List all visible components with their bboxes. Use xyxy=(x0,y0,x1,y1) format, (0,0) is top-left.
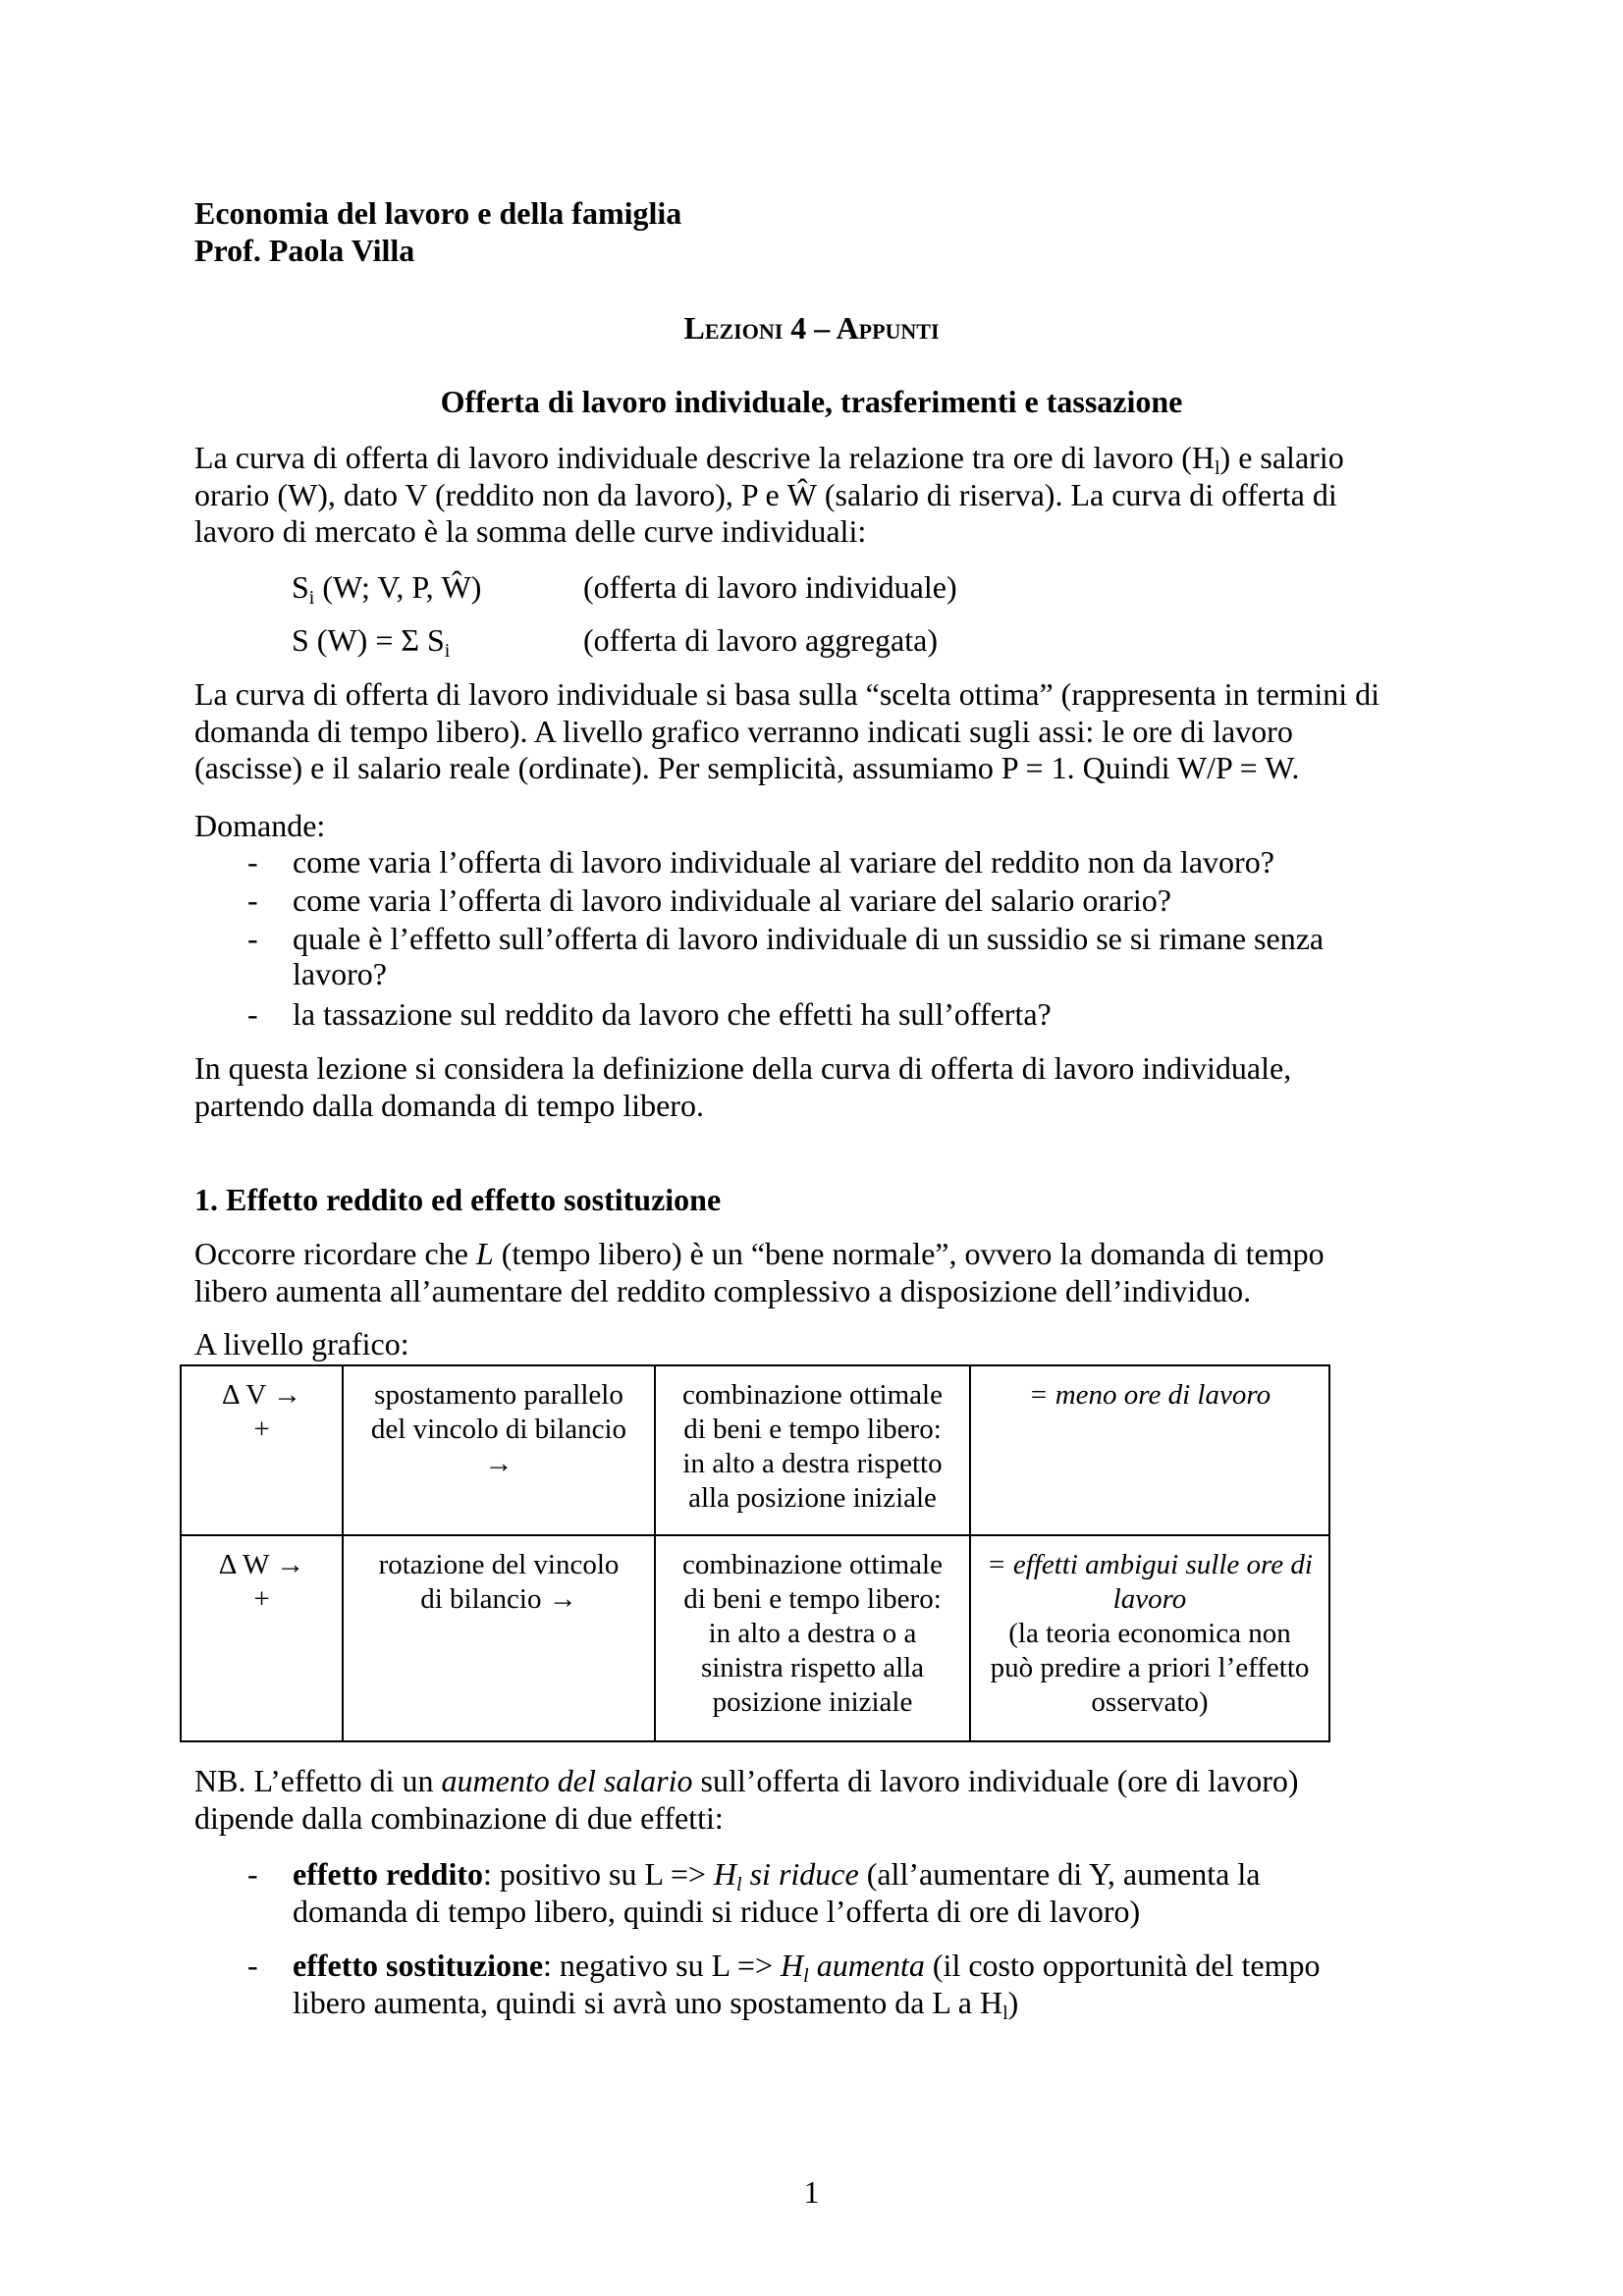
t: di bilancio → xyxy=(420,1583,577,1615)
t: spostamento parallelo xyxy=(374,1379,623,1411)
t: H xyxy=(713,1856,737,1892)
formula-aggregate xyxy=(292,622,450,660)
t: i xyxy=(444,640,451,662)
t: Occorre ricordare che xyxy=(194,1236,476,1271)
t: di beni e tempo libero: xyxy=(683,1414,942,1445)
dash: - xyxy=(247,921,258,956)
t: L xyxy=(683,310,705,346)
t: libero aumenta, quindi si avrà uno spostamento da L a H xyxy=(293,1984,1003,2020)
t: l xyxy=(1002,2002,1008,2024)
cell xyxy=(655,1535,970,1741)
intro-paragraph xyxy=(194,440,1344,551)
t: in alto a destra rispetto xyxy=(682,1448,943,1479)
t: PPUNTI xyxy=(858,319,940,344)
list-item: quale è l’effetto sull’offerta di lavoro individuale di un sussidio se si rimane senza xyxy=(293,921,1325,956)
t: NB. L’effetto di un xyxy=(194,1763,442,1798)
formula-aggregate-desc: (offerta di lavoro aggregata) xyxy=(583,622,938,658)
t: in alto a destra o a xyxy=(708,1618,917,1649)
professor-name: Prof. Paola Villa xyxy=(194,233,415,268)
t: L xyxy=(475,1236,494,1271)
t: ) xyxy=(1007,1984,1019,2020)
course-title: Economia del lavoro e della famiglia xyxy=(194,195,682,231)
t: + xyxy=(253,1583,270,1615)
cell xyxy=(343,1535,655,1741)
t: (ascisse) e il salario reale (ordinate). Per semplicità, assumiamo P = 1. Quindi W/P = W. xyxy=(194,750,1300,785)
t: rotazione del vincolo xyxy=(378,1549,620,1580)
t: (la teoria economica non xyxy=(1008,1618,1291,1649)
dash: - xyxy=(247,1948,258,1983)
t: libero aumenta all’aumentare del reddito complessivo a disposizione dell’individuo. xyxy=(194,1272,1252,1308)
t: La curva di offerta di lavoro individuale si basa sulla “scelta ottima” (rappresenta in termini di xyxy=(194,676,1380,712)
t: può predire a priori l’effetto xyxy=(990,1652,1310,1683)
t: S xyxy=(292,569,309,605)
income-effect-item xyxy=(293,1856,1260,1930)
t: osservato) xyxy=(1091,1686,1209,1718)
t: combinazione ottimale xyxy=(682,1379,943,1411)
section-title: Offerta di lavoro individuale, trasferimenti e tassazione xyxy=(440,384,1183,419)
cell xyxy=(181,1535,343,1741)
t: + xyxy=(253,1414,270,1445)
t: alla posizione iniziale xyxy=(688,1482,937,1514)
t: (all’aumentare di Y, aumenta la xyxy=(858,1856,1261,1892)
t: dipende dalla combinazione di due effetti: xyxy=(194,1799,724,1836)
t: del vincolo di bilancio xyxy=(370,1414,627,1445)
t: A xyxy=(836,310,859,346)
nb-paragraph xyxy=(194,1763,1299,1837)
t: = effetti ambigui sulle ore di xyxy=(987,1549,1313,1580)
t: posizione iniziale xyxy=(712,1686,913,1718)
cell xyxy=(181,1365,343,1535)
table-row xyxy=(181,1535,1329,1741)
t: i xyxy=(308,587,315,609)
list-item: lavoro? xyxy=(293,956,387,991)
t: effetto reddito xyxy=(293,1856,483,1892)
lesson-title xyxy=(0,310,1623,350)
t: Δ V → xyxy=(222,1379,301,1411)
cell xyxy=(970,1535,1329,1741)
t: In questa lezione si considera la definizione della curva di offerta di lavoro individuale, xyxy=(194,1050,1292,1086)
section-1-heading: 1. Effetto reddito ed effetto sostituzione xyxy=(194,1182,722,1217)
t: → xyxy=(484,1448,514,1479)
cell xyxy=(343,1365,655,1535)
t: orario (W), dato V (reddito non da lavoro), P e Ŵ (salario di riserva). La curva di offerta di xyxy=(194,476,1337,512)
t: : negativo su L => xyxy=(543,1948,782,1983)
list-item: come varia l’offerta di lavoro individuale al variare del salario orario? xyxy=(293,882,1171,918)
dash: - xyxy=(247,882,258,918)
t: (tempo libero) è un “bene normale”, ovvero la domanda di tempo xyxy=(493,1236,1325,1271)
t: si riduce xyxy=(741,1856,859,1892)
paragraph-3 xyxy=(194,1050,1291,1124)
cell xyxy=(970,1365,1329,1535)
paragraph-2 xyxy=(194,676,1380,787)
t: (W; V, P, Ŵ) xyxy=(314,569,482,605)
t: EZIONI xyxy=(704,319,784,344)
effects-table xyxy=(180,1364,1330,1742)
substitution-effect-item xyxy=(293,1948,1321,2024)
t: La curva di offerta di lavoro individuale descrive la relazione tra ore di lavoro (H xyxy=(194,440,1215,475)
dash: - xyxy=(247,844,258,880)
page-number: 1 xyxy=(803,2174,820,2210)
questions-label: Domande: xyxy=(194,808,326,843)
t: di beni e tempo libero: xyxy=(683,1583,942,1615)
t: H xyxy=(781,1948,804,1983)
t: aumento del salario xyxy=(441,1763,693,1798)
dash: - xyxy=(247,996,258,1032)
t: l xyxy=(736,1874,742,1896)
t: (il costo opportunità del tempo xyxy=(924,1948,1321,1983)
t: 4 – xyxy=(783,310,837,346)
t: domanda di tempo libero, quindi si riduce l’offerta di ore di lavoro) xyxy=(293,1893,1141,1929)
t: l xyxy=(1214,457,1220,479)
formula-individual xyxy=(292,569,481,607)
t: partendo dalla domanda di tempo libero. xyxy=(194,1087,704,1123)
table-row xyxy=(181,1365,1329,1535)
t: Δ W → xyxy=(218,1549,305,1580)
t: ) e salario xyxy=(1219,440,1344,475)
t: domanda di tempo libero). A livello grafico verranno indicati sugli assi: le ore di lavoro xyxy=(194,713,1293,749)
t: : positivo su L => xyxy=(483,1856,714,1892)
list-item: come varia l’offerta di lavoro individuale al variare del reddito non da lavoro? xyxy=(293,844,1274,880)
section-1-paragraph xyxy=(194,1236,1325,1309)
t: combinazione ottimale xyxy=(682,1549,943,1580)
dash: - xyxy=(247,1856,258,1892)
t: aumenta xyxy=(808,1948,925,1983)
t: sull’offerta di lavoro individuale (ore di lavoro) xyxy=(692,1763,1299,1798)
graph-label: A livello grafico: xyxy=(194,1326,409,1362)
formula-individual-desc: (offerta di lavoro individuale) xyxy=(583,569,957,605)
t: = meno ore di lavoro xyxy=(1028,1379,1271,1411)
t: effetto sostituzione xyxy=(293,1948,544,1983)
t: sinistra rispetto alla xyxy=(700,1652,925,1683)
cell xyxy=(655,1365,970,1535)
t: S (W) = Σ S xyxy=(292,622,445,658)
t: l xyxy=(803,1965,809,1987)
t: lavoro di mercato è la somma delle curve individuali: xyxy=(194,513,867,549)
t: lavoro xyxy=(1112,1583,1187,1615)
list-item: la tassazione sul reddito da lavoro che effetti ha sull’offerta? xyxy=(293,996,1052,1032)
